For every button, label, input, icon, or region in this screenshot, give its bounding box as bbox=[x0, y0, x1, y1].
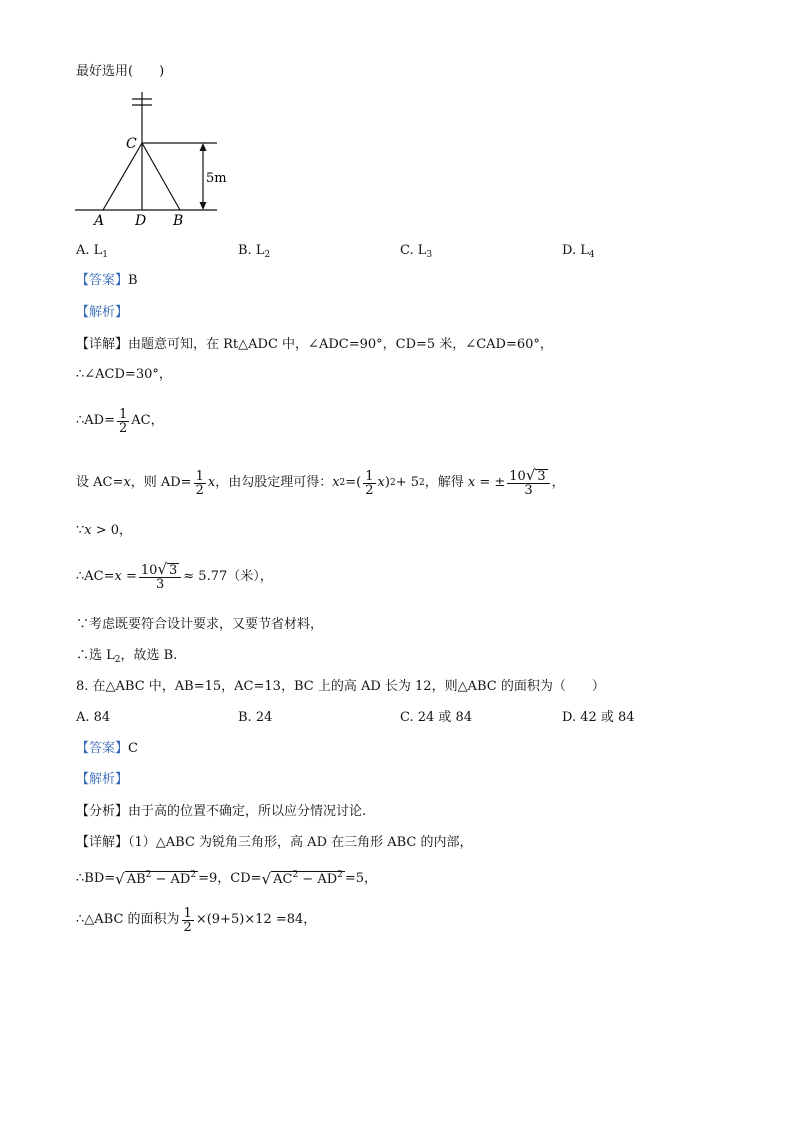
q7-line6: ∴AC= x = $\frac{10√ 3}{3}$ ≈ 5.77（米）， bbox=[76, 560, 273, 592]
pole-figure bbox=[70, 90, 230, 230]
q7-analysis-tag: 【解析】 bbox=[76, 305, 129, 320]
q7-line7: ∵考虑既要符合设计要求，又要节省材料， bbox=[76, 617, 324, 632]
q8-analysis: 【分析】由于高的位置不确定，所以应分情况讨论. bbox=[76, 804, 367, 819]
label-a: A bbox=[94, 213, 105, 229]
label-d: D bbox=[135, 213, 147, 229]
label-c: C bbox=[126, 136, 137, 152]
option-b: B. $L_2$ bbox=[238, 243, 271, 260]
label-b: B bbox=[173, 213, 184, 229]
q7-line2: ∴∠ACD=30°， bbox=[76, 367, 172, 382]
q8-answer: 【答案】C bbox=[76, 741, 138, 756]
q7-detail: 【详解】由题意可知，在 Rt△ADC 中，∠ADC=90°，CD=5 米，∠CAD=60°， bbox=[76, 337, 553, 352]
q8-option-b: B. 24 bbox=[238, 710, 273, 725]
q8-option-a: A. 84 bbox=[76, 710, 111, 725]
q7-line5: ∵x > 0， bbox=[76, 523, 133, 538]
option-d: D. $L_4$ bbox=[562, 243, 595, 260]
q7-line4: 设 AC= x ，则 AD= $\frac{1}{2}$ x ，由勾股定理可得： x 2 =( $\frac{1}{2}$ x ) 2 + 5 2 ，解得 x = ± $\frac{10√ 3}{3}$ ， bbox=[76, 466, 565, 498]
q8-line3: ∴△ABC 的面积为 $\frac{1}{2}$ ×(9+5)×12 =84， bbox=[76, 905, 317, 935]
height-label: 5m bbox=[206, 171, 227, 186]
q7-line8: ∴选 $L_2$，故选 B. bbox=[76, 648, 178, 665]
question-intro: 最好选用( ) bbox=[76, 64, 165, 79]
q8-stem: 8. 在△ABC 中，AB=15，AC=13，BC 上的高 AD 长为 12，则△ABC 的面积为（ ） bbox=[76, 679, 605, 694]
q7-line3: ∴AD= $\frac{1}{2}$ AC， bbox=[76, 406, 164, 436]
answer-tag: 【答案】 bbox=[76, 273, 129, 288]
q8-option-c: C. 24 或 84 bbox=[400, 710, 473, 725]
q8-analysis-tag: 【解析】 bbox=[76, 772, 129, 787]
q8-option-d: D. 42 或 84 bbox=[562, 710, 635, 725]
option-c: C. $L_3$ bbox=[400, 243, 433, 260]
option-a: A. $L_1$ bbox=[76, 243, 109, 260]
q8-detail: 【详解】（1）△ABC 为锐角三角形，高 AD 在三角形 ABC 的内部， bbox=[76, 835, 473, 850]
q8-line2: ∴BD= √ $AB^2 - AD^2$ =9，CD= √ $AC^2 - AD^2$ =5， bbox=[76, 869, 378, 888]
q7-answer: 【答案】B bbox=[76, 273, 138, 288]
